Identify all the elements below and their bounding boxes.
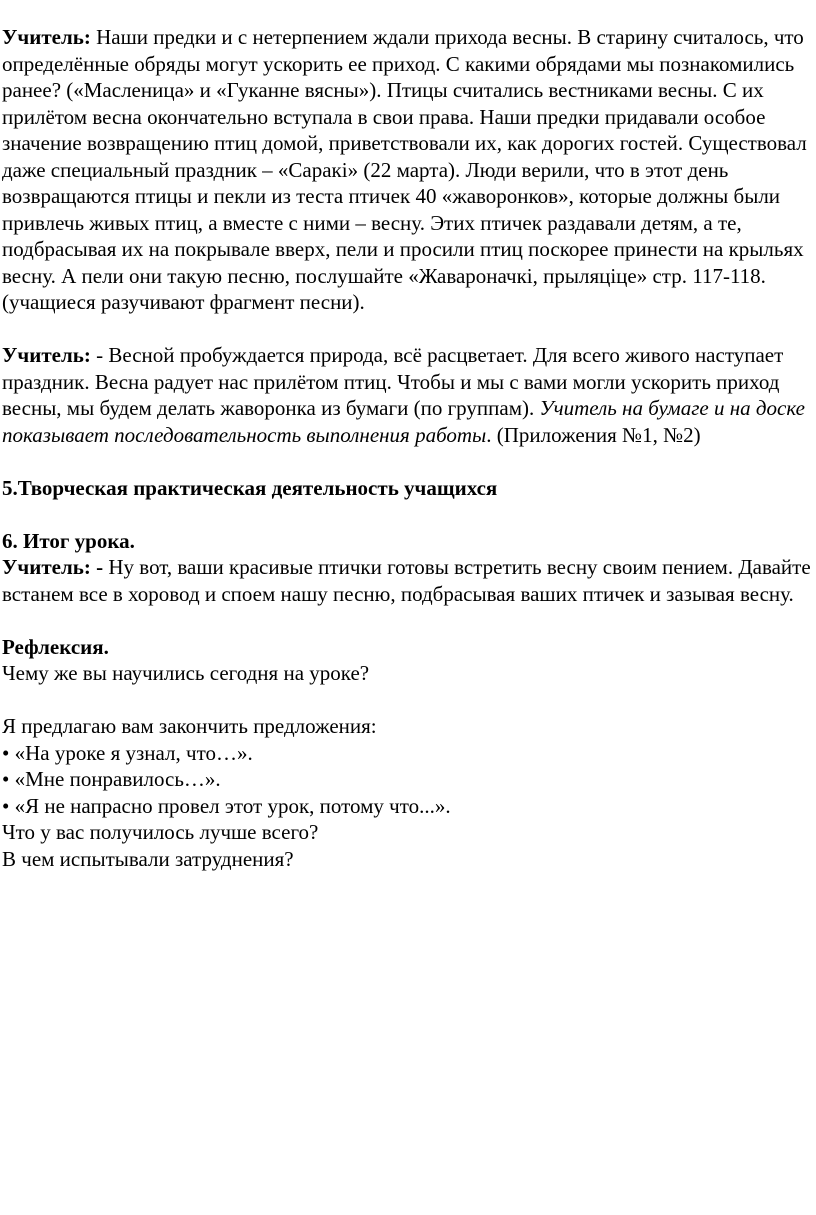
paragraph-tail: . (Приложения №1, №2) <box>486 422 701 447</box>
list-item: • «Мне понравилось…». <box>2 767 221 791</box>
paragraph-teacher-summary <box>2 554 816 607</box>
section-6-heading: 6. Итог урока. <box>2 528 135 553</box>
speaker-label: Учитель: <box>2 25 91 49</box>
spacer <box>2 316 816 343</box>
spacer <box>2 448 816 475</box>
section-5-heading: 5.Творческая практическая деятельность учащихся <box>2 475 498 500</box>
reflection-question: Чему же вы научились сегодня на уроке? <box>2 661 370 685</box>
list-item: • «Я не напрасно провел этот урок, потому что...». <box>2 793 451 818</box>
list-item: • «На уроке я узнал, что…». <box>2 740 253 765</box>
paragraph-text: Ну вот, ваши красивые птички готовы встретить весну своим пением. Давайте встанем все в хоровод и споем нашу песню, подбрасывая ваших птичек и зазывая весну. <box>2 555 811 606</box>
paragraph-teacher-intro <box>2 24 816 316</box>
reflection-question-difficulties: В чем испытывали затруднения? <box>2 846 294 871</box>
speaker-label: Учитель: - <box>2 555 104 579</box>
spacer <box>2 501 816 528</box>
spacer <box>2 607 816 634</box>
reflection-intro: Я предлагаю вам закончить предложения: <box>2 714 377 738</box>
paragraph-teacher-spring <box>2 342 816 448</box>
paragraph-text: Наши предки и с нетерпением ждали прихода весны. В старину считалось, что определённые обряды могут ускорить ее приход. С какими обрядами мы познакомились ранее? («Масленица» и «Гуканне вясны»). Птицы считались вестниками весны. С их прилётом весна окончательно вступала в свои права. Наши предки придавали особое значение возвращению птиц домой, приветствовали их, как дорогих гостей. Существовал даже специальный праздник – «Саракі» (22 марта). Люди верили, что в этот день возвращаются птицы и пекли из теста птичек 40 «жаворонков», которые должны были привлечь живых птиц, а вместе с ними – весну. Этих птичек раздавали детям, а те, подбрасывая их на покрывале вверх, пели и просили птиц поскорее принести на крыльях весну. А пели они такую песню, послушайте «Жавароначкі, прыляціце» стр. 117-118. (учащиеся разучивают фрагмент песни). <box>2 25 807 314</box>
paragraph-text: - Весной пробуждается природа, всё расцветает. Для всего живого наступает праздник. Весна радует нас прилётом птиц. Чтобы и мы с вами могли ускорить приход весны, мы будем делать жаворонка из бумаги (по группам). <box>2 343 784 420</box>
reflection-heading: Рефлексия. <box>2 634 109 659</box>
speaker-label: Учитель: <box>2 343 91 367</box>
document-page <box>2 24 816 872</box>
spacer <box>2 687 816 714</box>
reflection-question-best: Что у вас получилось лучше всего? <box>2 820 319 844</box>
italic-instruction: Учитель на бумаге и на доске показывает последовательность выполнения работы <box>2 396 805 447</box>
